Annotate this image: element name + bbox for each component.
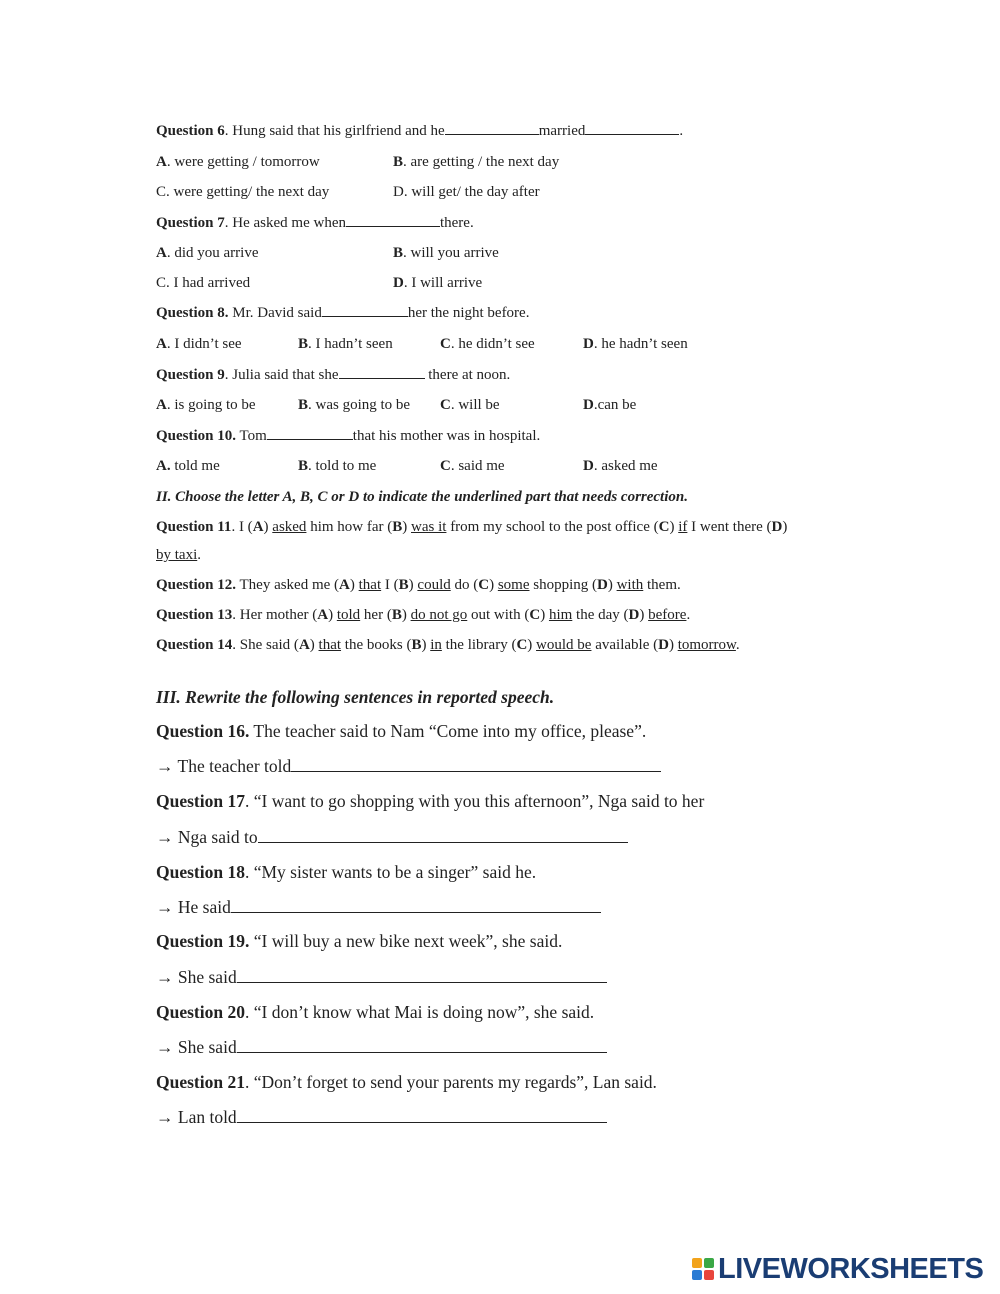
answer-line[interactable]: [237, 1107, 607, 1123]
option-a[interactable]: A. I didn’t see: [156, 336, 242, 352]
answer-16: → The teacher told: [156, 755, 661, 777]
question-9: Question 9. Julia said that she there at noon.: [156, 367, 511, 383]
answer-blank[interactable]: [322, 303, 408, 317]
answer-19: → She said: [156, 966, 607, 988]
answer-line[interactable]: [237, 1037, 607, 1053]
answer-blank[interactable]: [346, 213, 440, 227]
logo-square-icon: [704, 1258, 714, 1268]
question-6: Question 6. Hung said that his girlfriend and he married .: [156, 123, 684, 139]
question-11: Question 11. I (A) asked him how far (B) was it from my school to the post office (C) if I went there (D): [156, 519, 788, 535]
liveworksheets-logo[interactable]: [692, 1253, 983, 1285]
option-b[interactable]: B. was going to be: [298, 397, 411, 413]
question-10: Question 10. Tom that his mother was in hospital.: [156, 428, 541, 444]
option-c[interactable]: C. he didn’t see: [440, 336, 535, 352]
question-17: Question 17. “I want to go shopping with you this afternoon”, Nga said to her: [156, 791, 705, 811]
question-16: Question 16. The teacher said to Nam “Come into my office, please”.: [156, 721, 647, 741]
question-20: Question 20. “I don’t know what Mai is doing now”, she said.: [156, 1002, 595, 1022]
logo-grid-icon: [692, 1258, 714, 1280]
option-c[interactable]: C. were getting/ the next day: [156, 184, 330, 200]
question-19: Question 19. “I will buy a new bike next week”, she said.: [156, 931, 563, 951]
answer-line[interactable]: [237, 967, 607, 983]
option-b[interactable]: B. will you arrive: [393, 245, 499, 261]
option-b[interactable]: B. I hadn’t seen: [298, 336, 393, 352]
answer-17: → Nga said to: [156, 826, 628, 848]
option-a[interactable]: A. were getting / tomorrow: [156, 154, 320, 170]
answer-line[interactable]: [291, 756, 661, 772]
answer-18: → He said: [156, 896, 601, 918]
logo-square-icon: [692, 1258, 702, 1268]
option-b[interactable]: B. told to me: [298, 458, 377, 474]
option-c[interactable]: C. I had arrived: [156, 275, 251, 291]
question-18: Question 18. “My sister wants to be a singer” said he.: [156, 862, 537, 882]
option-a[interactable]: A. told me: [156, 458, 220, 474]
answer-blank[interactable]: [267, 426, 353, 440]
logo-text: LIVEWORKSHEETS: [718, 1252, 984, 1285]
option-a[interactable]: A. did you arrive: [156, 245, 259, 261]
answer-blank[interactable]: [445, 121, 539, 135]
answer-blank[interactable]: [339, 365, 425, 379]
option-d[interactable]: D. asked me: [583, 458, 658, 474]
section-3-heading: III. Rewrite the following sentences in reported speech.: [156, 687, 555, 707]
section-2-heading: II. Choose the letter A, B, C or D to indicate the underlined part that needs correction.: [156, 489, 688, 505]
question-21: Question 21. “Don’t forget to send your parents my regards”, Lan said.: [156, 1072, 657, 1092]
question-7: Question 7. He asked me when there.: [156, 215, 474, 231]
question-11-continued: by taxi.: [156, 547, 201, 563]
question-13: Question 13. Her mother (A) told her (B) do not go out with (C) him the day (D) before.: [156, 607, 691, 623]
option-c[interactable]: C. said me: [440, 458, 505, 474]
logo-square-icon: [692, 1270, 702, 1280]
option-d[interactable]: D.can be: [583, 397, 637, 413]
answer-21: → Lan told: [156, 1106, 607, 1128]
question-label: Question 6: [156, 123, 225, 139]
question-8: Question 8. Mr. David said her the night before.: [156, 305, 530, 321]
answer-line[interactable]: [258, 827, 628, 843]
answer-20: → She said: [156, 1036, 607, 1058]
option-b[interactable]: B. are getting / the next day: [393, 154, 560, 170]
answer-line[interactable]: [231, 897, 601, 913]
question-12: Question 12. They asked me (A) that I (B) could do (C) some shopping (D) with them.: [156, 577, 681, 593]
option-c[interactable]: C. will be: [440, 397, 500, 413]
option-a[interactable]: A. is going to be: [156, 397, 256, 413]
option-d[interactable]: D. he hadn’t seen: [583, 336, 688, 352]
question-14: Question 14. She said (A) that the books (B) in the library (C) would be available (D) tomorrow.: [156, 637, 740, 653]
logo-square-icon: [704, 1270, 714, 1280]
answer-blank[interactable]: [585, 121, 679, 135]
option-d[interactable]: D. I will arrive: [393, 275, 483, 291]
option-d[interactable]: D. will get/ the day after: [393, 184, 540, 200]
